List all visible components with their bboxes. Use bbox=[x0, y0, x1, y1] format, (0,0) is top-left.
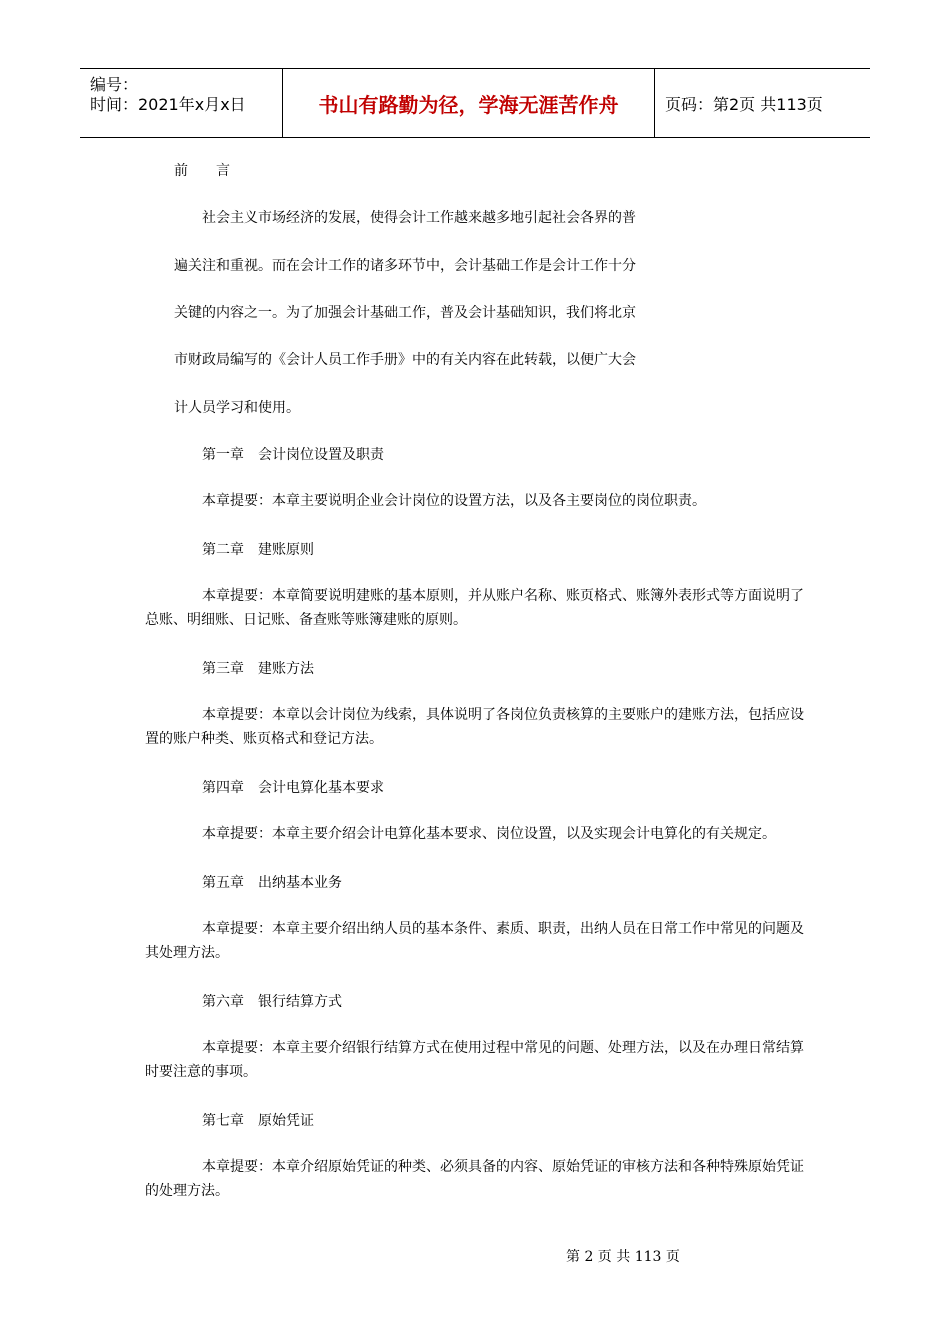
number-label: 编号： bbox=[90, 75, 139, 94]
time-label: 时间：2021年x月x日 bbox=[90, 95, 246, 114]
chapter-heading: 第五章 出纳基本业务 bbox=[202, 875, 342, 891]
chapter-summary: 本章提要：本章以会计岗位为线索，具体说明了各岗位负责核算的主要账户的建账方法，包括应设置的账户种类、账页格式和登记方法。 bbox=[145, 707, 804, 747]
header-meta bbox=[80, 69, 282, 137]
chapter-heading: 第一章 会计岗位设置及职责 bbox=[202, 447, 384, 463]
chapter-heading: 第六章 银行结算方式 bbox=[202, 994, 342, 1010]
chapter-summary: 本章提要：本章主要介绍银行结算方式在使用过程中常见的问题、处理方法，以及在办理日常结算时要注意的事项。 bbox=[145, 1040, 804, 1080]
chapter-summary: 本章提要：本章主要说明企业会计岗位的设置方法，以及各主要岗位的岗位职责。 bbox=[202, 493, 706, 509]
header-page-label: 页码：第2页 共113页 bbox=[665, 94, 823, 114]
preface-title: 前 言 bbox=[174, 163, 230, 179]
chapter-heading: 第七章 原始凭证 bbox=[202, 1113, 314, 1129]
page-header bbox=[80, 68, 870, 138]
header-motto: 书山有路勤为径，学海无涯苦作舟 bbox=[282, 69, 655, 137]
preface-line: 遍关注和重视。而在会计工作的诸多环节中，会计基础工作是会计工作十分 bbox=[174, 258, 636, 274]
chapter-summary: 本章提要：本章简要说明建账的基本原则，并从账户名称、账页格式、账簿外表形式等方面说明了总账、明细账、日记账、备查账等账簿建账的原则。 bbox=[145, 588, 804, 628]
preface-line: 计人员学习和使用。 bbox=[174, 400, 300, 416]
page-footer: 第 2 页 共 113 页 bbox=[566, 1249, 680, 1265]
chapter-summary: 本章提要：本章主要介绍会计电算化基本要求、岗位设置，以及实现会计电算化的有关规定。 bbox=[202, 826, 776, 842]
chapter-heading: 第三章 建账方法 bbox=[202, 661, 314, 677]
chapter-heading: 第二章 建账原则 bbox=[202, 542, 314, 558]
chapter-summary: 本章提要：本章介绍原始凭证的种类、必须具备的内容、原始凭证的审核方法和各种特殊原始凭证的处理方法。 bbox=[145, 1159, 804, 1199]
preface-line: 关键的内容之一。为了加强会计基础工作，普及会计基础知识，我们将北京 bbox=[174, 305, 636, 321]
chapter-summary: 本章提要：本章主要介绍出纳人员的基本条件、素质、职责，出纳人员在日常工作中常见的问题及其处理方法。 bbox=[145, 921, 804, 961]
preface-line: 社会主义市场经济的发展，使得会计工作越来越多地引起社会各界的普 bbox=[202, 210, 636, 226]
preface-line: 市财政局编写的《会计人员工作手册》中的有关内容在此转载，以便广大会 bbox=[174, 352, 636, 368]
chapter-heading: 第四章 会计电算化基本要求 bbox=[202, 780, 384, 796]
